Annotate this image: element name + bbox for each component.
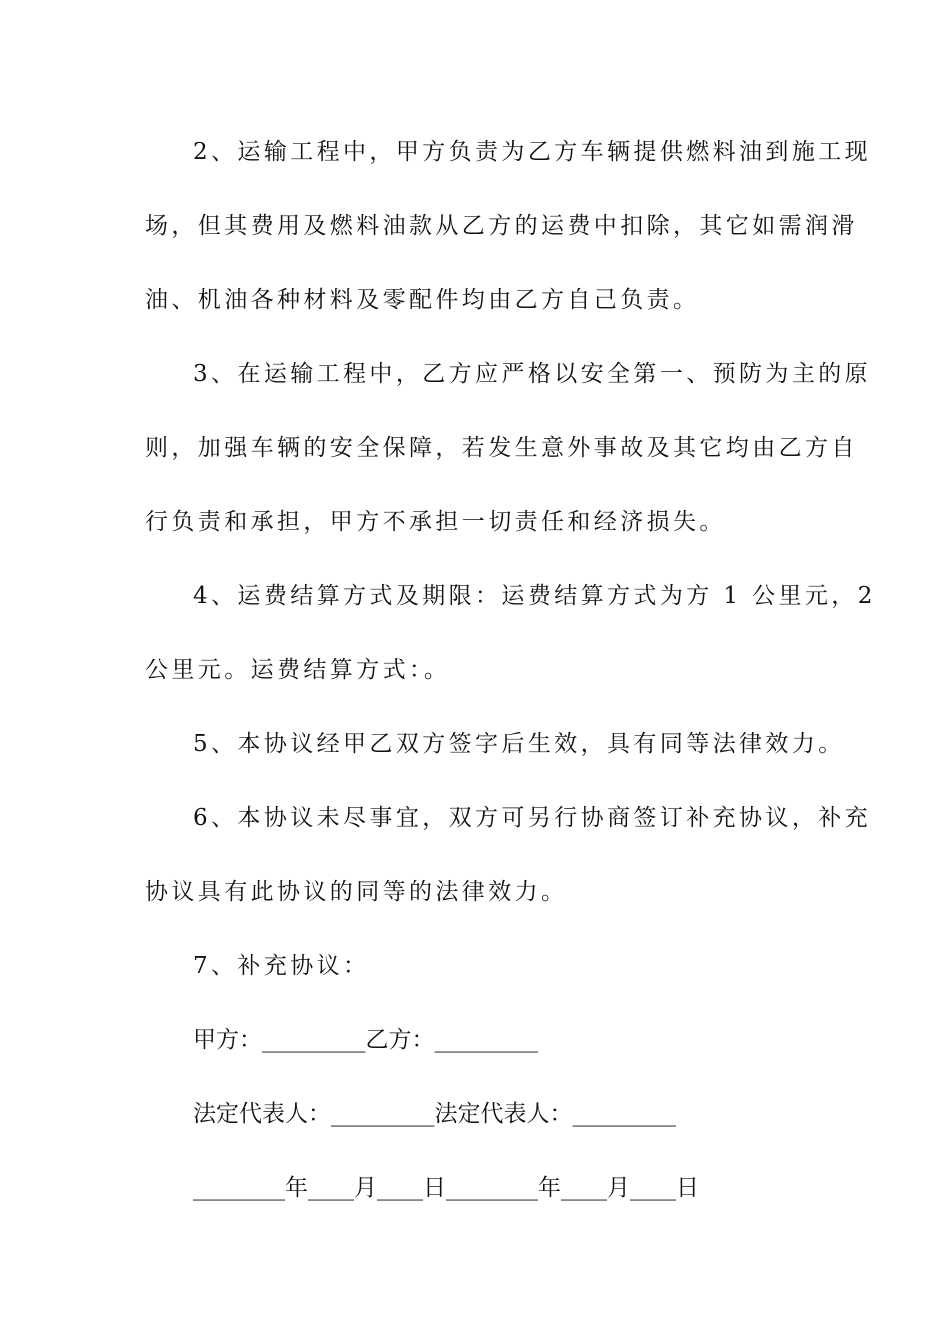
clause-2-line-3: 油、机油各种材料及零配件均由乙方自己负责。	[145, 287, 700, 313]
clause-4-line-2: 公里元。运费结算方式：。	[145, 657, 451, 683]
legal-representative-line: 法定代表人：_________法定代表人：_________	[193, 1101, 676, 1127]
clause-7-line-1: 7、补充协议：	[193, 953, 370, 979]
clause-3-line-3: 行负责和承担，甲方不承担一切责任和经济损失。	[145, 509, 726, 535]
clause-4-line-1: 4、运费结算方式及期限：运费结算方式为方 1 公里元，2	[193, 583, 876, 609]
clause-2-line-2: 场，但其费用及燃料油款从乙方的运费中扣除，其它如需润滑	[145, 213, 858, 239]
clause-6-line-1: 6、本协议未尽事宜，双方可另行协商签订补充协议，补充	[193, 805, 872, 831]
clause-2-line-1: 2、运输工程中，甲方负责为乙方车辆提供燃料油到施工现	[193, 139, 872, 165]
clause-6-line-2: 协议具有此协议的同等的法律效力。	[145, 879, 568, 905]
party-signature-line: 甲方：_________乙方：_________	[193, 1027, 538, 1053]
clause-3-line-1: 3、在运输工程中，乙方应严格以安全第一、预防为主的原	[193, 361, 872, 387]
clause-3-line-2: 则，加强车辆的安全保障，若发生意外事故及其它均由乙方自	[145, 435, 858, 461]
date-line: ________年____月____日________年____月____日	[193, 1175, 699, 1201]
clause-5-line-1: 5、本协议经甲乙双方签字后生效，具有同等法律效力。	[193, 731, 845, 757]
